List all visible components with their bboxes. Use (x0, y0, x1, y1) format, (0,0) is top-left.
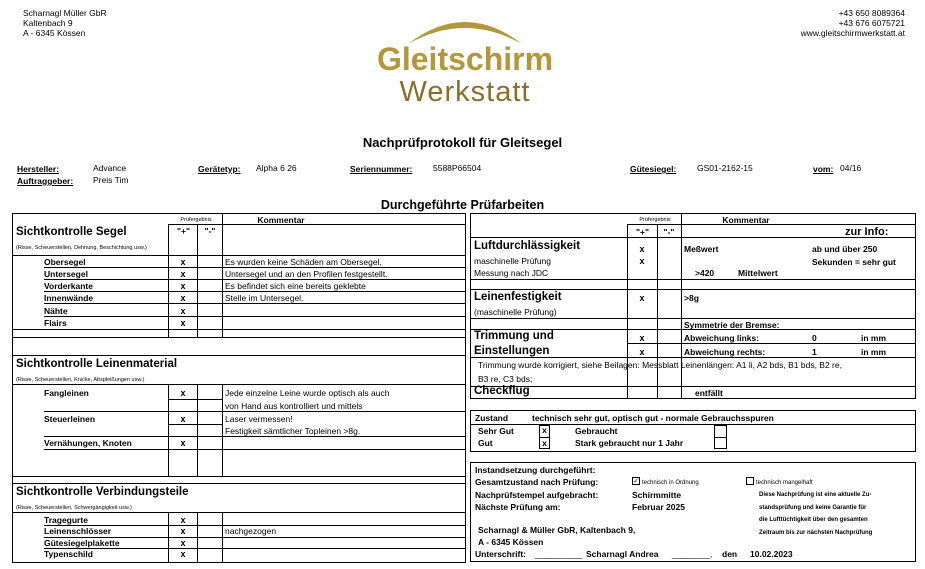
left-plus-header: "+" (176, 226, 191, 236)
company-contact (801, 8, 905, 38)
info-line-2: Sekunden = sehr gut (812, 257, 896, 267)
left-pruefergebnis-label: Prüfergebnis (180, 217, 212, 223)
leinen-row-mark: x (180, 414, 186, 424)
sign-date: 10.02.2023 (750, 549, 793, 559)
unterschrift-label: Unterschrift: (475, 549, 527, 559)
info-line-1: ab und über 250 (812, 244, 878, 254)
segel-row-comment: Stelle im Untersegel. (225, 293, 304, 303)
vom-value: 04/16 (840, 163, 862, 173)
geraetetyp-label: Gerätetyp: (198, 164, 241, 174)
vom-label: vom: (813, 164, 834, 174)
segel-title: Sichtkontrolle Segel (16, 226, 127, 238)
unterschrift-line: __________ (535, 549, 583, 559)
segel-row-mark: x (180, 269, 186, 279)
leinen-row-mark: x (180, 388, 186, 398)
right-minus-header: "-" (663, 227, 675, 237)
page-title: Nachprüfprotokoll für Gleitsegel (362, 135, 563, 150)
disclaimer-line: Zeitraum bis zur nächsten Nachprüfung (759, 529, 873, 536)
disclaimer-line: standsprüfung und keine Garantie für (759, 504, 867, 511)
right-kommentar-header: Kommentar (722, 215, 770, 225)
gebraucht-label: Gebraucht (575, 426, 618, 436)
trimmung-note-2: B3 re, C3 bds; (478, 374, 533, 384)
signer-name: Scharnagl Andrea (586, 549, 659, 559)
leinen-title: Sichtkontrolle Leinenmaterial (16, 358, 178, 370)
leinen-row-comment: Laser vermessen! (225, 414, 293, 424)
mangel-checkbox[interactable] (746, 477, 754, 485)
leinenfest-mark: x (639, 293, 645, 303)
luft-line-3: Messung nach JDC (474, 268, 549, 278)
leinen-row-comment: Jede einzelne Leine wurde optisch als auch (225, 388, 390, 398)
verbindung-row-comment: nachgezogen (225, 526, 277, 536)
mittelwert-label: Mittelwert (738, 268, 778, 278)
zur-info-label: zur Info: (845, 226, 889, 238)
guetesiegel-label: Gütesiegel: (630, 164, 677, 174)
company-street: Kaltenbach 9 (23, 18, 73, 28)
leinen-row-label: Fangleinen (44, 388, 89, 398)
naechste-label: Nächste Prüfung am: (475, 502, 561, 512)
segel-row-mark: x (180, 318, 186, 328)
phone-1: +43 650 8089364 (838, 8, 905, 18)
verbindung-row-label: Typenschild (44, 549, 93, 559)
segel-row-label: Vorderkante (44, 281, 93, 291)
logo (370, 8, 560, 108)
segel-row-label: Nähte (44, 306, 68, 316)
checkflug-title: Checkflug (474, 385, 530, 397)
hersteller-value: Advance (93, 163, 127, 173)
verbindung-row-mark: x (180, 515, 186, 525)
verbindung-row-mark: x (180, 538, 186, 548)
verbindung-subtitle: (Risse, Scheuerstellen, Schwergängigkeit usw.) (16, 505, 132, 511)
verbindung-row-mark: x (180, 526, 186, 536)
gut-mark: x (542, 438, 547, 448)
abweichung-rechts-label: Abweichung rechts: (684, 347, 766, 357)
zustand-text: technisch sehr gut, optisch gut - normale Gebrauchsspuren (532, 413, 774, 423)
segel-subtitle: (Risse, Scheuerstellen, Dehnung, Beschichtung usw.) (16, 245, 147, 251)
auftraggeber-value: Preis Tim (93, 175, 129, 185)
verbindung-row-label: Tragegurte (44, 515, 88, 525)
stempel-label: Nachprüfstempel aufgebracht: (475, 490, 599, 500)
right-plus-header: "+" (635, 227, 650, 237)
left-minus-header: "-" (204, 226, 216, 236)
addr-line-1: Scharnagl & Müller GbR, Kaltenbach 9, (478, 525, 636, 535)
stempel-value: Schirmmitte (632, 490, 682, 500)
leinenfest-subtitle: (maschinelle Prüfung) (474, 307, 557, 317)
leinen-row-comment: Festigkeit sämtlicher Topleinen >8g. (225, 426, 361, 436)
verbindung-row-mark: x (180, 549, 186, 559)
segel-row-comment: Es befindet sich eine bereits geklebte (225, 281, 366, 291)
trimmung-title-1: Trimmung und (474, 330, 554, 342)
leinen-row-label: Steuerleinen (44, 414, 96, 424)
segel-row-mark: x (180, 306, 186, 316)
trimmung-note-1: Trimmung wurde korrigiert, siehe Beilagen: Messblatt Leinenlängen: A1 li, A2 bds, B1 bds, B2 re, (478, 360, 842, 370)
segel-row-comment: Es wurden keine Schäden am Obersegel, (225, 257, 382, 267)
verbindung-row-label: Gütesiegelplakette (44, 538, 120, 548)
sehr-gut-label: Sehr Gut (478, 426, 514, 436)
disclaimer-line: Diese Nachprüfung ist eine aktuelle Zu- (759, 492, 872, 498)
trimmung-mark: x (639, 333, 645, 343)
leinen-row-comment: von Hand aus kontrolliert und mittels (225, 401, 363, 411)
website: www.gleitschirmwerkstatt.at (800, 28, 905, 38)
segel-row-label: Untersegel (44, 269, 88, 279)
abweichung-links-value: 0 (812, 333, 817, 343)
leinen-row-label: Vernähungen, Knoten (44, 438, 132, 448)
naechste-value: Februar 2025 (632, 502, 685, 512)
verbindung-row-label: Leinenschlösser (44, 526, 112, 536)
abweichung-links-label: Abweichung links: (684, 333, 760, 343)
abweichung-rechts-value: 1 (812, 347, 817, 357)
section-title: Durchgeführte Prüfarbeiten (380, 198, 545, 212)
segel-row-label: Innenwände (44, 293, 94, 303)
disclaimer-line: die Lufttüchtigkeit über den gesamten (759, 517, 868, 523)
hersteller-label: Hersteller: (17, 164, 60, 174)
trimmung-mark: x (639, 347, 645, 357)
segel-row-mark: x (180, 293, 186, 303)
geraetetyp-value: Alpha 6 26 (256, 163, 297, 173)
segel-row-mark: x (180, 281, 186, 291)
mangel-label: technisch mangelhaft (756, 480, 813, 486)
symmetrie-label: Symmetrie der Bremse: (684, 320, 780, 330)
segel-row-comment: Untersegel und an den Profilen festgestellt. (225, 269, 388, 279)
gesamt-label: Gesamtzustand nach Prüfung: (475, 477, 599, 487)
left-kommentar-header: Kommentar (257, 215, 305, 225)
right-pruefergebnis-label: Prüfergebnis (639, 217, 671, 223)
signer-line: ________, (672, 549, 713, 559)
gut-label: Gut (478, 438, 493, 448)
zustand-label: Zustand (475, 413, 509, 423)
stark-label: Stark gebraucht nur 1 Jahr (575, 438, 684, 448)
segel-row-label: Flairs (44, 318, 67, 328)
leinen-subtitle: (Risse, Scheuerstellen, Knicke, Abspleißungen usw.) (16, 377, 145, 383)
segel-row-mark: x (180, 257, 186, 267)
disclaimer (759, 489, 872, 539)
guetesiegel-value: GS01-2162-15 (697, 163, 753, 173)
checkflug-value: entfällt (695, 388, 723, 398)
luft-title: Luftdurchlässigkeit (474, 240, 581, 252)
ok-checkbox[interactable]: ✓ (633, 478, 639, 485)
luft-line-2: maschinelle Prüfung (474, 256, 552, 266)
logo-line-2: Werkstatt (399, 76, 531, 108)
seriennummer-label: Seriennummer: (350, 164, 413, 174)
company-address (23, 8, 107, 38)
sehr-gut-mark: x (542, 425, 547, 435)
phone-2: +43 676 6075721 (838, 18, 905, 28)
luft-mark: x (639, 256, 645, 266)
addr-line-2: A - 6345 Kössen (478, 537, 544, 547)
luft-mark: x (639, 244, 645, 254)
segel-row-label: Obersegel (44, 257, 86, 267)
unit-links: in mm (861, 333, 887, 343)
den-label: den (722, 549, 738, 559)
company-city: A - 6345 Kössen (23, 28, 86, 38)
leinen-row-mark: x (180, 438, 186, 448)
instand-title: Instandsetzung durchgeführt: (475, 465, 596, 475)
logo-line-1: Gleitschirm (376, 41, 554, 77)
auftraggeber-label: Auftraggeber: (17, 176, 74, 186)
unit-rechts: in mm (861, 347, 887, 357)
messwert-value: >420 (695, 268, 715, 278)
messwert-label: Meßwert (684, 244, 719, 254)
leinenfest-value: >8g (684, 293, 699, 303)
verbindung-title: Sichtkontrolle Verbindungsteile (16, 486, 189, 498)
trimmung-title-2: Einstellungen (474, 345, 550, 357)
company-name: Scharnagl Müller GbR (23, 8, 107, 18)
ok-label: technisch in Ordnung (642, 480, 699, 486)
seriennummer-value: 5588P66504 (433, 163, 482, 173)
leinenfest-title: Leinenfestigkeit (474, 291, 562, 303)
